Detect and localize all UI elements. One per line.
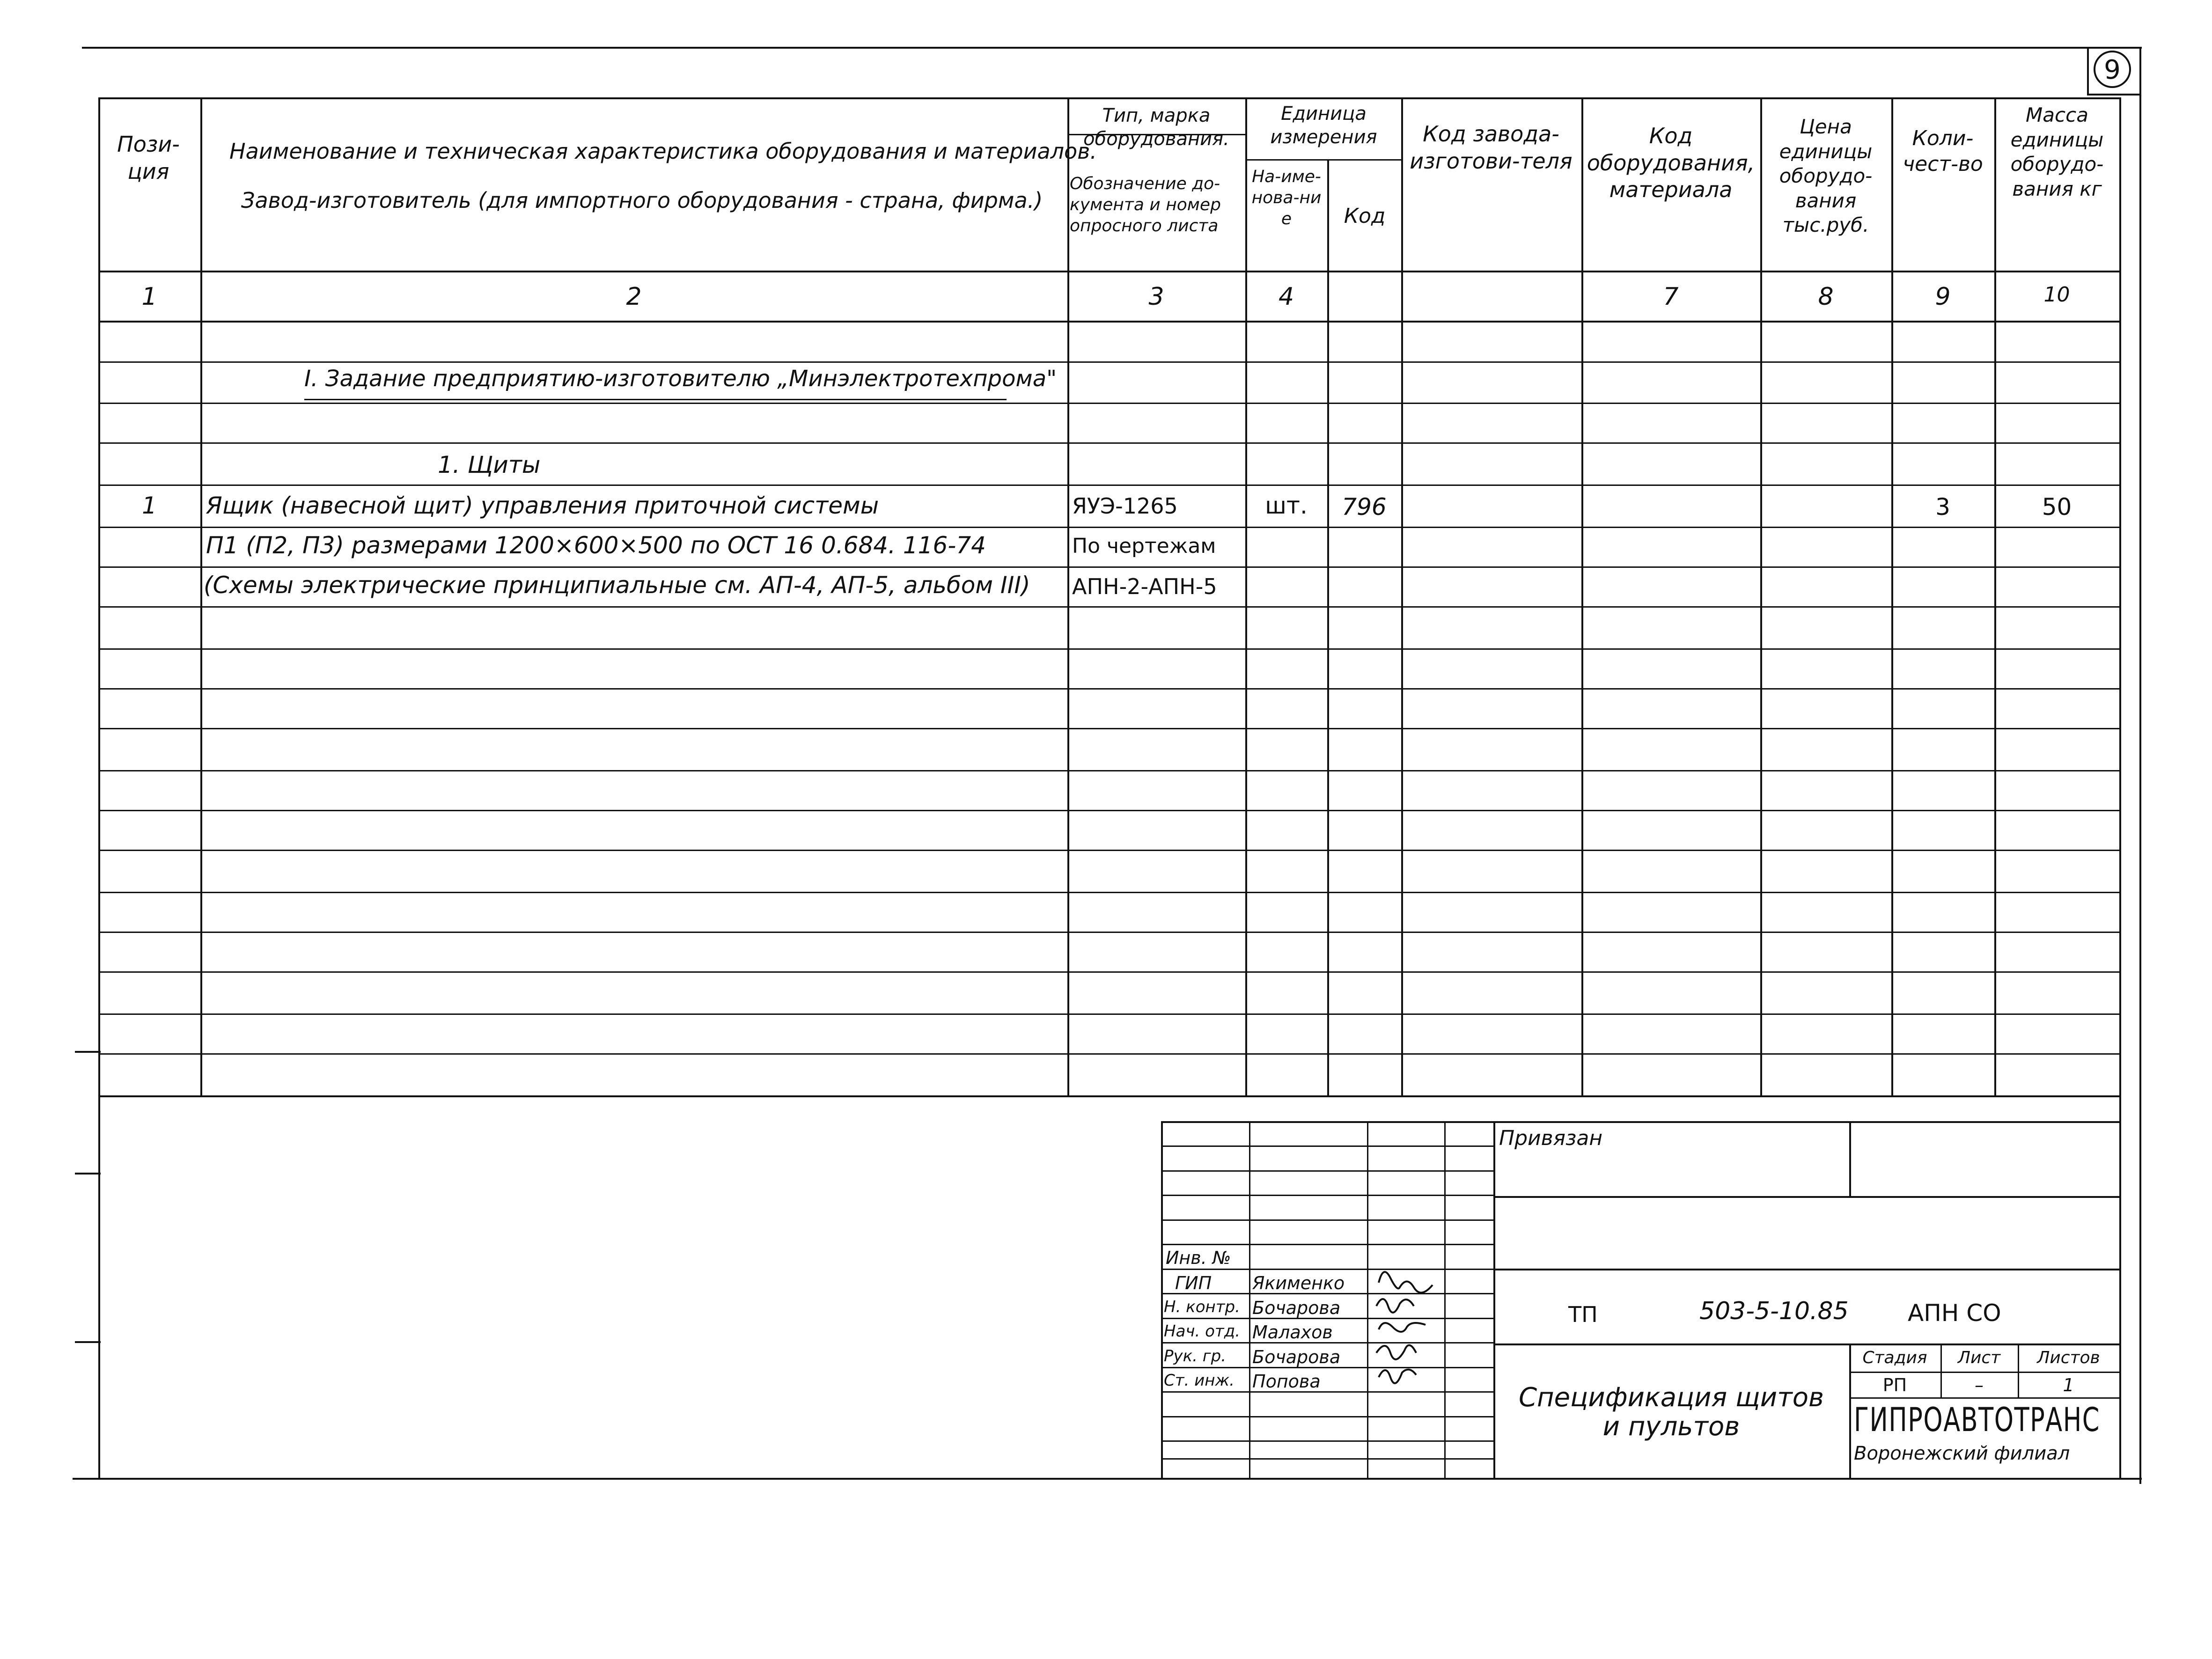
header-type-top: Тип, марка оборудования. — [1083, 105, 1229, 150]
name-4: Бочарова — [1252, 1347, 1341, 1367]
header-quantity: Коли-чест-во — [1903, 126, 1983, 176]
colnum-3: 3 — [1148, 283, 1164, 311]
org-branch: Воронежский филиал — [1854, 1443, 2070, 1464]
inventory-label: Инв. № — [1166, 1248, 1231, 1268]
sheet-value: – — [1975, 1375, 1984, 1395]
item1-mass: 50 — [2042, 493, 2072, 521]
name-3: Малахов — [1252, 1322, 1333, 1343]
colnum-10: 10 — [2043, 283, 2070, 307]
item1-unit-name: шт. — [1265, 492, 1308, 519]
item1-line3-name: (Схемы электрические принципиальные см. АП-4, АП-5, альбом III) — [204, 572, 1030, 599]
name-5: Попова — [1252, 1371, 1321, 1392]
section-title: I. Задание предприятию-изготовителю „Минэлектротехпрома" — [304, 366, 1057, 392]
item1-unit-code: 796 — [1342, 493, 1387, 521]
stage-label: Стадия — [1862, 1348, 1927, 1367]
item1-type: ЯУЭ-1265 — [1072, 493, 1178, 519]
subsection-title: 1. Щиты — [438, 451, 541, 478]
sheet-number: 9 — [2104, 55, 2121, 85]
header-unit-price: Цена единицы оборудо-вания тыс.руб. — [1779, 115, 1873, 236]
item1-line2-name: П1 (П2, П3) размерами 1200×600×500 по ОСТ 16 0.684. 116-74 — [206, 532, 986, 559]
section-title-underline — [304, 399, 1007, 400]
item1-line3-type: АПН-2-АПН-5 — [1072, 574, 1217, 599]
header-factory-code: Код завода-изготови-теля — [1410, 121, 1573, 174]
bound-label: Привязан — [1499, 1126, 1603, 1150]
sheets-value: 1 — [2063, 1375, 2074, 1395]
role-5: Ст. инж. — [1164, 1371, 1235, 1390]
name-2: Бочарова — [1252, 1298, 1341, 1318]
header-name-line1: Наименование и техническая характеристика оборудования и материалов. — [229, 139, 1097, 164]
item1-name: Ящик (навесной щит) управления приточной системы — [206, 492, 879, 519]
sheets-label: Листов — [2037, 1348, 2100, 1367]
header-position: Пози-ция — [117, 132, 180, 184]
colnum-4: 4 — [1278, 283, 1294, 311]
colnum-7: 7 — [1663, 283, 1679, 311]
item1-quantity: 3 — [1935, 493, 1950, 521]
header-unit-code: Код — [1344, 204, 1386, 228]
header-unit: Единица измерения — [1270, 103, 1377, 148]
colnum-1: 1 — [141, 283, 157, 311]
stage-value: РП — [1882, 1375, 1907, 1395]
sheet-label: Лист — [1957, 1348, 2001, 1367]
role-2: Н. контр. — [1164, 1298, 1240, 1316]
header-equipment-code: Код оборудования, материала — [1587, 123, 1755, 202]
doc-number: 503-5-10.85 — [1699, 1297, 1849, 1325]
colnum-8: 8 — [1818, 283, 1834, 311]
header-unit-name: На-име-нова-ние — [1251, 167, 1322, 228]
colnum-2: 2 — [626, 283, 642, 311]
header-name-line2: Завод-изготовитель (для импортного оборудования - страна, фирма.) — [241, 188, 1043, 213]
org-name: ГИПРОАВТОТРАНС — [1854, 1401, 2100, 1439]
role-3: Нач. отд. — [1164, 1322, 1241, 1341]
signatures-image — [1369, 1255, 1454, 1404]
doc-prefix: ТП — [1568, 1302, 1598, 1327]
name-1: Якименко — [1252, 1273, 1345, 1293]
item1-position: 1 — [142, 492, 157, 519]
role-1: ГИП — [1175, 1273, 1212, 1293]
item1-line2-type: По чертежам — [1072, 534, 1216, 558]
spec-title-line2: и пультов — [1602, 1411, 1740, 1442]
spec-title-line1: Спецификация щитов — [1518, 1382, 1824, 1413]
header-type-bottom: Обозначение до-кумента и номер опросного листа — [1070, 174, 1221, 235]
doc-suffix: АПН СО — [1908, 1299, 2001, 1327]
colnum-9: 9 — [1935, 283, 1951, 311]
role-4: Рук. гр. — [1164, 1347, 1227, 1365]
header-unit-mass: Масса единицы оборудо-вания кг — [2010, 103, 2104, 200]
